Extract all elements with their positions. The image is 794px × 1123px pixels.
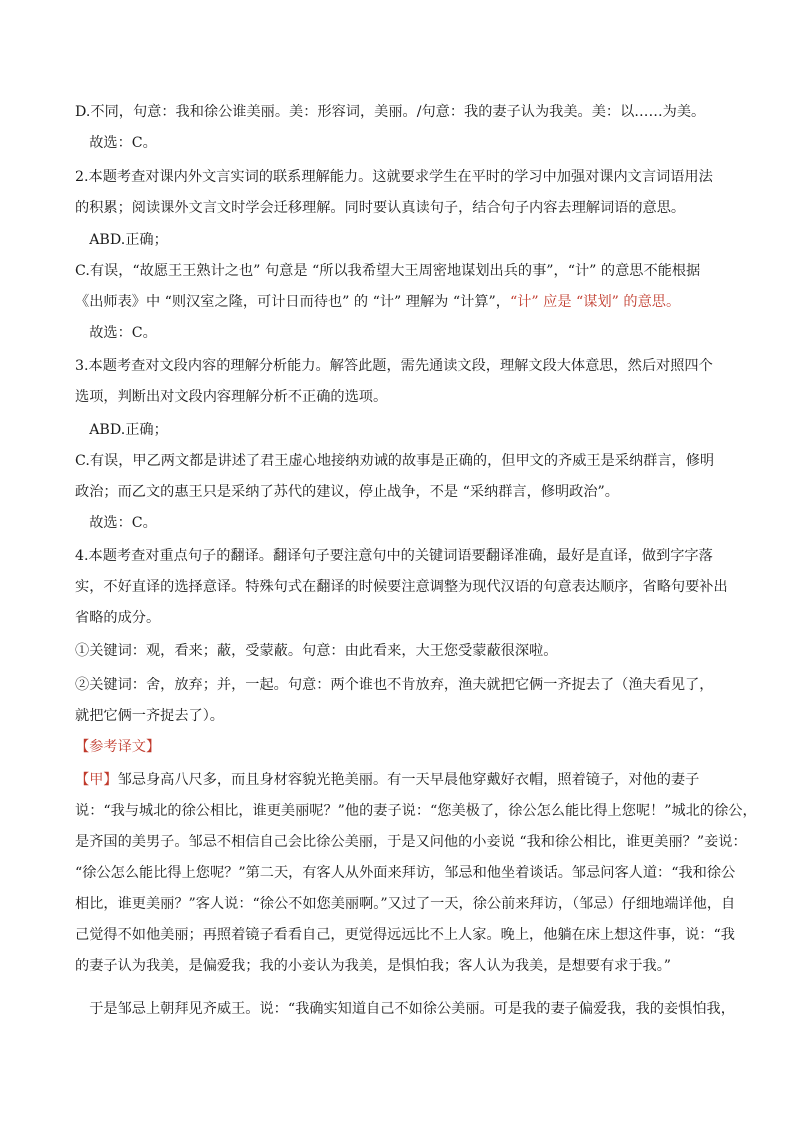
highlighted-correction: “计” 应是 “谋划” 的意思。 [509, 294, 681, 310]
text-line: 政治；而乙文的惠王只是采纳了苏代的建议，停止战争，不是 “采纳群言，修明政治”。 [75, 484, 619, 500]
text-line: 故选：C。 [75, 515, 157, 531]
answer-choice [75, 508, 725, 539]
answer-choice [75, 128, 725, 159]
text-line: 说：“我与城北的徐公相比，谁更美丽呢？”他的妻子说：“您美极了，徐公怎么能比得上您呢！”城北的徐公， [75, 803, 757, 819]
text-line: 《出师表》中 “则汉室之隆，可计日而待也” 的 “计” 理解为 “计算”， [75, 294, 510, 310]
text-line: 就把它俩一齐捉去了）。 [75, 708, 224, 724]
section-marker: 【甲】 [75, 772, 118, 788]
question-3-analysis [75, 351, 725, 413]
text-line: 故选：C。 [75, 325, 157, 341]
abd-correct [75, 225, 725, 256]
text-line: 的积累；阅读课外文言文时学会迁移理解。同时要认真读句子，结合句子内容去理解词语的意思。 [75, 200, 686, 216]
answer-choice [75, 318, 725, 349]
text-line: 是齐国的美男子。邹忌不相信自己会比徐公美丽，于是又问他的小妾说 “我和徐公相比，谁更美丽？”妾说： [75, 834, 747, 850]
text-line: D.不同，句意：我和徐公谁美丽。美：形容词，美丽。/句意：我的妻子认为我美。美：以……为美。 [75, 104, 706, 120]
text-line: 4.本题考查对重点句子的翻译。翻译句子要注意句中的关键词语要翻译准确，最好是直译，做到字字落 [75, 548, 713, 564]
text-line: 选项，判断出对文段内容理解分析不正确的选项。 [75, 389, 388, 405]
answer-d-explanation [75, 97, 725, 128]
keyword-item-1 [75, 636, 725, 667]
text-line: 2.本题考查对课内外文言实词的联系理解能力。这就要求学生在平时的学习中加强对课内文言词语用法 [75, 169, 713, 185]
text-line: 己觉得不如他美丽；再照着镜子看看自己，更觉得远远比不上人家。晚上，他躺在床上想这件事，说：“我 [75, 927, 735, 943]
text-line: 相比，谁更美丽？”客人说：“徐公不如您美丽啊。”又过了一天，徐公前来拜访，（邹忌）仔细地端详他，自 [75, 896, 736, 912]
text-line: ②关键词：舍，放弃；并，一起。句意：两个谁也不肯放弃，渔夫就把它俩一齐捉去了（渔夫看见了， [75, 677, 714, 693]
text-line: ABD.正确； [75, 232, 168, 248]
option-c-error-continued [75, 287, 725, 318]
text-line: 故选：C。 [75, 135, 157, 151]
abd-correct [75, 415, 725, 446]
translation-continued [75, 994, 735, 1025]
text-line: “徐公怎么能比得上您呢？”第二天，有客人从外面来拜访，邹忌和他坐着谈话。邹忌问客人道：“我和徐公 [75, 865, 736, 881]
text-line: C.有误，甲乙两文都是讲述了君王虚心地接纳劝诫的故事是正确的，但甲文的齐威王是采纳群言，修明 [75, 453, 715, 469]
text-line: 的妻子认为我美，是偏爱我；我的小妾认为我美，是惧怕我；客人认为我美，是想要有求于我。” [75, 958, 672, 974]
text-line: 3.本题考查对文段内容的理解分析能力。解答此题，需先通读文段，理解文段大体意思，然后对照四个 [75, 358, 713, 374]
text-line: ①关键词：观，看来；蔽，受蒙蔽。句意：由此看来，大王您受蒙蔽很深啦。 [75, 643, 558, 659]
translation-jia [75, 765, 757, 982]
text-line: 省略的成分。 [75, 610, 161, 626]
option-c-error [75, 256, 725, 287]
text-line: ABD.正确； [75, 422, 168, 438]
text-line: C.有误，“故愿王王熟计之也” 句意是 “所以我希望大王周密地谋划出兵的事”，“计” 的意思不能根据 [75, 263, 701, 279]
section-heading: 【参考译文】 [75, 739, 161, 755]
reference-translation-heading [75, 732, 725, 763]
question-2-analysis [75, 162, 725, 224]
text-line: 【甲】邹忌身高八尺多，而且身材容貌光艳美丽。有一天早晨他穿戴好衣帽，照着镜子，对他的妻子 [75, 772, 700, 788]
question-4-analysis [75, 541, 728, 634]
text-line: 实，不好直译的选择意译。特殊句式在翻译的时候要注意调整为现代汉语的句意表达顺序，省略句要补出 [75, 579, 728, 595]
keyword-item-2 [75, 670, 725, 732]
option-c-error [75, 446, 725, 508]
text-line: 于是邹忌上朝拜见齐威王。说：“我确实知道自己不如徐公美丽。可是我的妻子偏爱我，我的妾惧怕我， [75, 1001, 735, 1017]
